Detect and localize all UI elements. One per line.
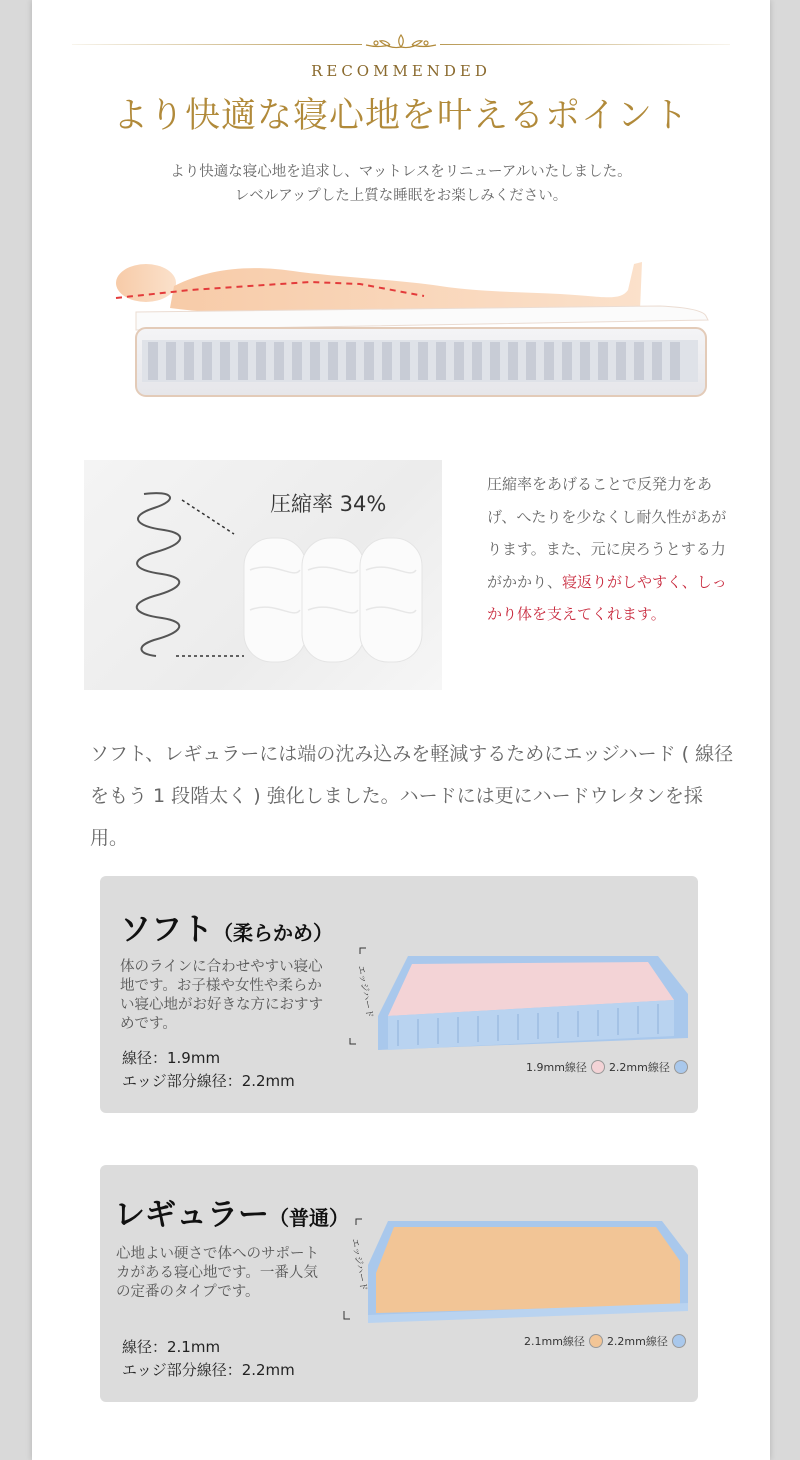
soft-spec-wire: 線径：1.9mm (122, 1049, 221, 1067)
soft-spec-edge: エッジ部分線径：2.2mm (122, 1072, 295, 1090)
core-color-dot-icon (589, 1334, 603, 1348)
spring-coil-icon (84, 460, 442, 690)
regular-description: 心地よい硬さで体へのサポートカがある寝心地です。一番人気の定番のタイプです。 (116, 1246, 319, 1300)
regular-mattress-diagram (342, 1215, 692, 1330)
compression-text: 圧縮率をあげることで反発力をあげ、へたりを少なくし耐久性があがります。また、元に戻ろうとする力がかかり、 (487, 475, 727, 591)
flourish-ornament-icon (362, 31, 440, 55)
ornament-line-right (440, 44, 730, 45)
soft-description: 体のラインに合わせやすい寝心地です。お子様や女性や柔らかい寝心地がお好きな方におすすめです。 (120, 959, 324, 1032)
section-title: より快適な寝心地を叶えるポイント (112, 96, 689, 136)
compression-image (84, 460, 442, 690)
mattress-body-illustration (100, 250, 712, 410)
core-color-dot-icon (591, 1060, 605, 1074)
page-container (32, 0, 770, 1460)
regular-subtitle-text: （普通） (269, 1206, 349, 1230)
soft-card-title (120, 904, 333, 949)
soft-edge-label: エッジハード (355, 964, 375, 1019)
regular-legend (524, 1333, 686, 1349)
edge-color-dot-icon (672, 1334, 686, 1348)
soft-legend-edge: 2.2mm線径 (608, 1061, 670, 1074)
section-eyebrow: RECOMMENDED (311, 62, 491, 80)
soft-title-text: ソフト (120, 912, 213, 948)
ornament-line-left (72, 44, 362, 45)
regular-title-text: レギュラー (114, 1197, 269, 1233)
regular-legend-core: 2.1mm線径 (524, 1335, 585, 1348)
regular-card (100, 1165, 698, 1402)
edge-hard-paragraph: ソフト、レギュラーには端の沈み込みを軽減するためにエッジハード ( 線径をもう 1 段階太く ) 強化しました。ハードには更にハードウレタンを採用。 (90, 743, 734, 849)
soft-subtitle-text: （柔らかめ） (213, 921, 333, 945)
intro-line-2: レベルアップした上質な睡眠をお楽しみください。 (234, 188, 568, 204)
regular-legend-edge: 2.2mm線径 (606, 1335, 668, 1348)
compression-text-highlight: 寝返りがしやすく、しっかり体を支えてくれます。 (487, 572, 727, 623)
regular-card-title (114, 1189, 349, 1234)
edge-color-dot-icon (674, 1060, 688, 1074)
soft-card (100, 876, 698, 1113)
compression-description (487, 468, 727, 631)
regular-spec-edge: エッジ部分線径：2.2mm (122, 1361, 295, 1379)
compression-rate-label: 圧縮率 34% (270, 492, 387, 516)
soft-legend (526, 1059, 688, 1075)
soft-legend-core: 1.9mm線径 (526, 1061, 587, 1074)
regular-spec-wire: 線径：2.1mm (122, 1338, 221, 1356)
soft-mattress-diagram (348, 946, 693, 1061)
regular-edge-label: エッジハード (349, 1237, 369, 1292)
intro-line-1: より快適な寝心地を追求し、マットレスをリニューアルいたしました。 (170, 164, 632, 180)
